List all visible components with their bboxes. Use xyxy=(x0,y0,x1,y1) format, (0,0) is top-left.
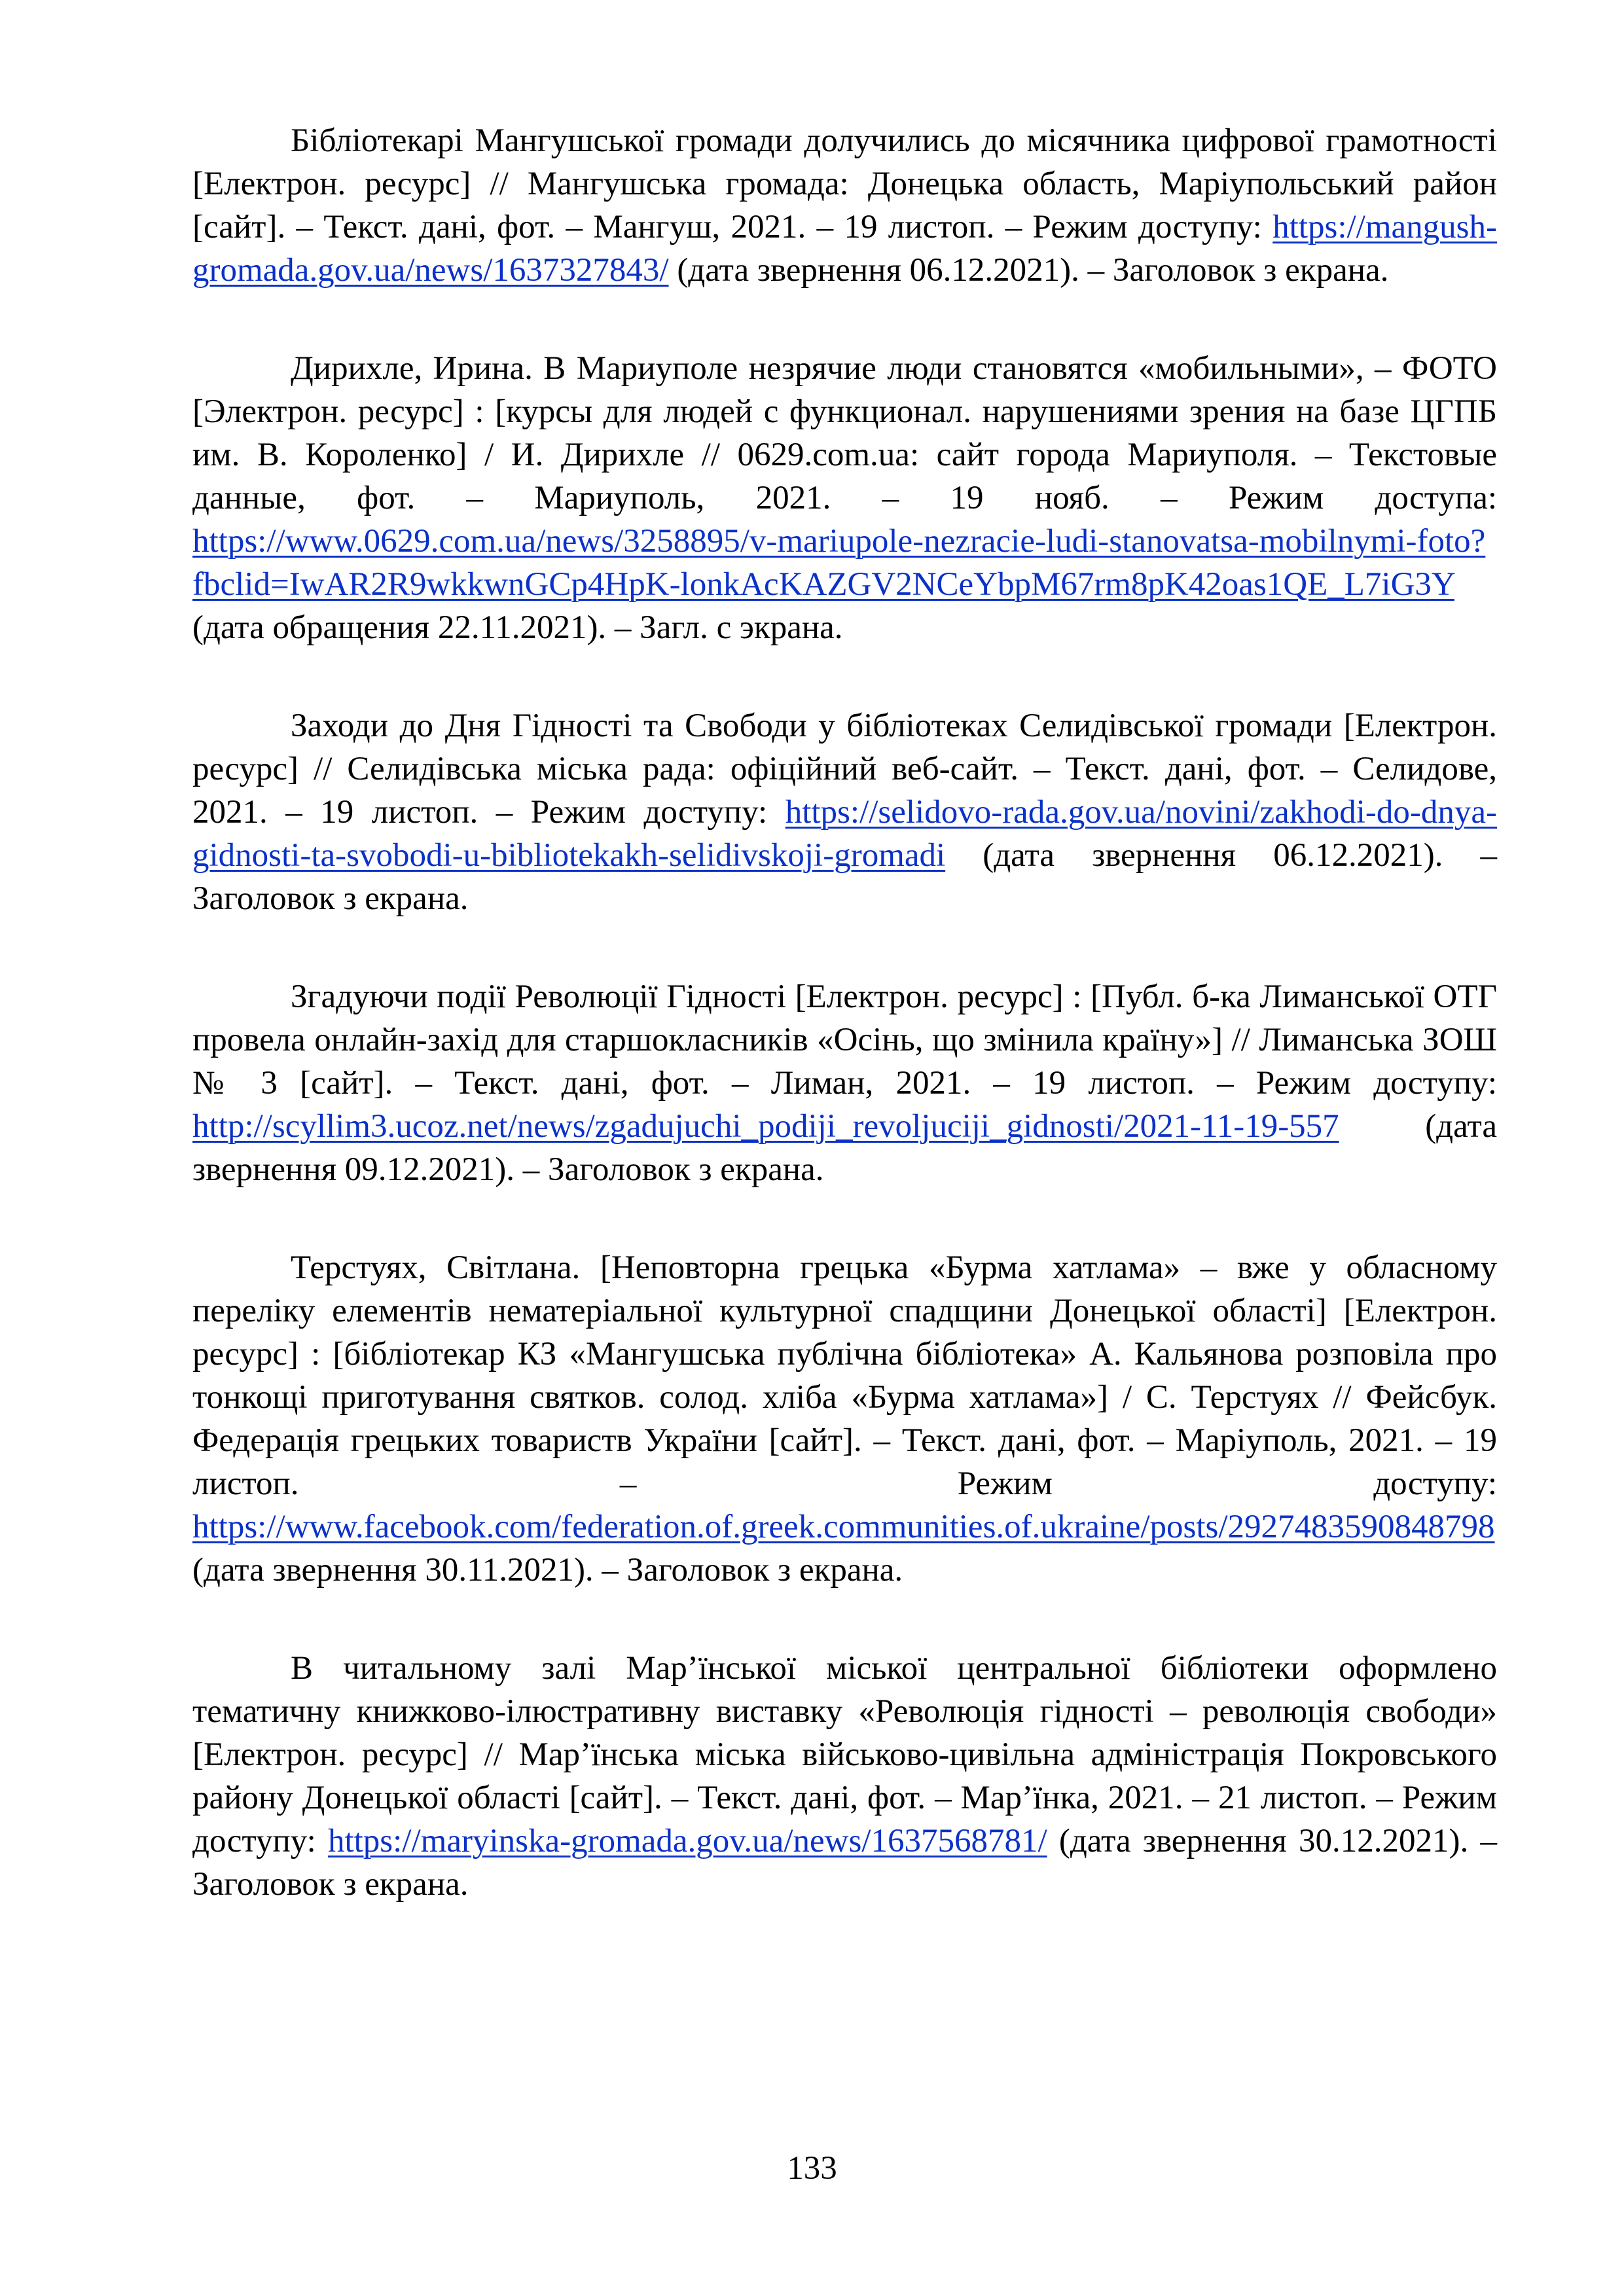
bibliography-entry xyxy=(192,704,1497,920)
bibliography-entry xyxy=(192,119,1497,292)
bibliography-entry xyxy=(192,975,1497,1191)
entry-link[interactable]: http://scyllim3.ucoz.net/news/zgadujuchi_podiji_revoljuciji_gidnosti/2021-11-19-557 xyxy=(192,1108,1339,1145)
entry-text-tail: (дата звернення 30.11.2021). – Заголовок з екрана. xyxy=(192,1552,903,1588)
entry-text: Дирихле, Ирина. В Мариуполе незрячие люди становятся «мобильными», – ФОТО [Электрон. ресурс] : [курсы для людей с функционал. нарушениями зрения на базе ЦГПБ им. В. Короленко] / И. Дирихле // 0629.com.ua: сайт города Мариуполя. – Текстовые данные, фот. – Мариуполь, 2021. – 19 нояб. – Режим доступа: xyxy=(192,350,1497,516)
bibliography-entry xyxy=(192,1246,1497,1592)
entry-link[interactable]: https://maryinska-gromada.gov.ua/news/1637568781/ xyxy=(327,1823,1047,1859)
entry-link[interactable]: https://selidovo-rada.gov.ua/novini/zakhodi-do-dnya-gidnosti-ta-svobodi-u-bibliotekakh-selidivskoji-gromadi xyxy=(192,794,1497,874)
entry-text-tail: (дата звернення 30.12.2021). – Заголовок з екрана. xyxy=(192,1823,1497,1903)
entry-link[interactable]: https://www.facebook.com/federation.of.greek.communities.of.ukraine/posts/2927483590848798 xyxy=(192,1509,1495,1545)
entry-link[interactable]: https://mangush-gromada.gov.ua/news/1637327843/ xyxy=(192,209,1497,289)
bibliography-list xyxy=(192,119,1497,1961)
entry-text-tail: (дата звернення 06.12.2021). – Заголовок з екрана. xyxy=(192,837,1497,917)
entry-text: В читальному залі Мар’їнської міської центральної бібліотеки оформлено тематичну книжково-ілюстративну виставку «Революція гідності – революція свободи» [Електрон. ресурс] // Мар’їнська міська військово-цивільна адміністрація Покровського району Донецької області [сайт]. – Текст. дані, фот. – Мар’їнка, 2021. – 21 листоп. – Режим доступу: xyxy=(192,1650,1497,1859)
entry-text-tail: (дата звернення 06.12.2021). – Заголовок з екрана. xyxy=(668,252,1389,289)
bibliography-entry xyxy=(192,347,1497,649)
bibliography-entry xyxy=(192,1647,1497,1906)
page-number: 133 xyxy=(787,2150,837,2187)
entry-text-tail: (дата обращения 22.11.2021). – Загл. с экрана. xyxy=(192,609,843,646)
entry-text: Заходи до Дня Гідності та Свободи у бібліотеках Селидівської громади [Електрон. ресурс] // Селидівська міська рада: офіційний веб-сайт. – Текст. дані, фот. – Селидове, 2021. – 19 листоп. – Режим доступу: xyxy=(192,708,1497,831)
entry-text: Згадуючи події Революції Гідності [Електрон. ресурс] : [Публ. б-ка Лиманської ОТГ провела онлайн-захід для старшокласників «Осінь, що змінила країну»] // Лиманська ЗОШ № 3 [сайт]. – Текст. дані, фот. – Лиман, 2021. – 19 листоп. – Режим доступу: xyxy=(192,978,1497,1102)
entry-text-tail: (дата звернення 09.12.2021). – Заголовок з екрана. xyxy=(192,1108,1497,1188)
entry-link[interactable]: https://www.0629.com.ua/news/3258895/v-mariupole-nezracie-ludi-stanovatsa-mobilnymi-foto?fbclid=IwAR2R9wkkwnGCp4HpK-lonkAcKAZGV2NCeYbpM67rm8pK42oas1QE_L7iG3Y xyxy=(192,523,1486,603)
entry-text: Бібліотекарі Мангушської громади долучились до місячника цифрової грамотності [Електрон. ресурс] // Мангушська громада: Донецька область, Маріупольський район [сайт]. – Текст. дані, фот. – Мангуш, 2021. – 19 листоп. – Режим доступу: xyxy=(192,122,1497,245)
entry-text: Терстуях, Світлана. [Неповторна грецька «Бурма хатлама» – вже у обласному переліку елементів нематеріальної культурної спадщини Донецької області] [Електрон. ресурс] : [бібліотекар КЗ «Мангушська публічна бібліотека» А. Кальянова розповіла про тонкощі приготування святков. солод. хліба «Бурма хатлама»] / С. Терстуях // Фейсбук. Федерація грецьких товариств України [сайт]. – Текст. дані, фот. – Маріуполь, 2021. – 19 листоп. – Режим доступу: xyxy=(192,1249,1497,1502)
